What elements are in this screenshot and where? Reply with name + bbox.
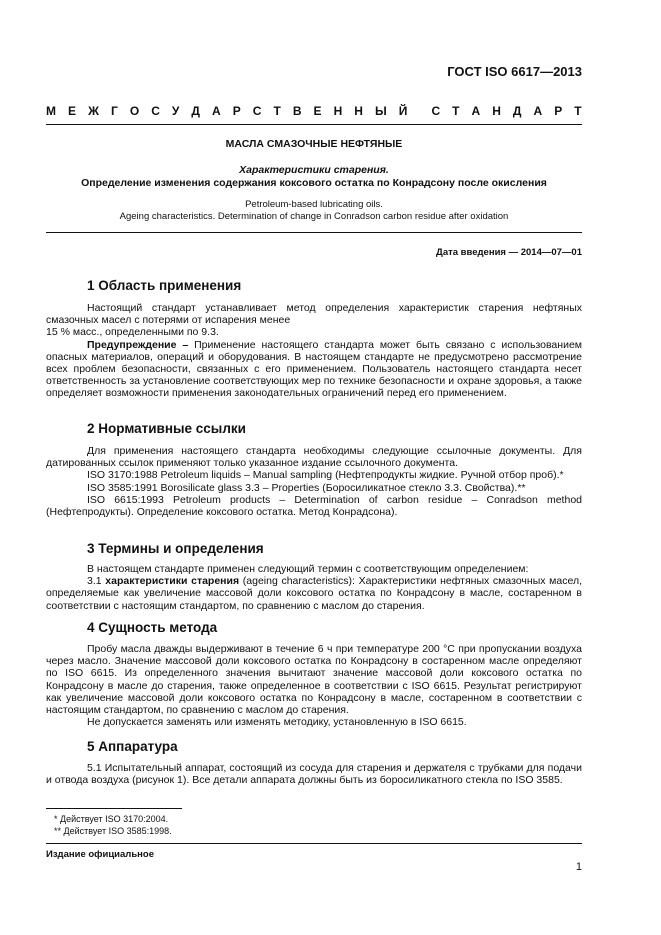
section-4-heading: 4 Сущность метода	[87, 620, 218, 635]
banner-letter: Д	[512, 104, 522, 118]
standard-title: МАСЛА СМАЗОЧНЫЕ НЕФТЯНЫЕ	[225, 138, 403, 150]
footer-rule	[46, 843, 582, 844]
header-rule	[46, 124, 582, 125]
banner-letter: А	[211, 104, 221, 118]
section-2-heading: 2 Нормативные ссылки	[87, 421, 246, 436]
footnote-1: * Действует ISO 3170:2004.	[54, 814, 169, 824]
banner-letter: Ж	[88, 104, 99, 118]
footnote-rule	[46, 808, 182, 809]
standard-subtitle-1: Характеристики старения.	[239, 164, 389, 176]
banner-letter: Й	[398, 104, 408, 118]
section-5-heading: 5 Аппаратура	[87, 739, 178, 754]
banner-letter: Н	[354, 104, 363, 118]
banner-letter: С	[431, 104, 441, 118]
banner-letter: О	[129, 104, 140, 118]
banner-letter: С	[151, 104, 160, 118]
official-edition-label: Издание официальное	[46, 849, 154, 860]
banner-letter: А	[471, 104, 481, 118]
document-number: ГОСТ ISO 6617—2013	[447, 64, 582, 79]
banner-letter: М	[46, 104, 56, 118]
interstate-standard-banner	[46, 104, 582, 118]
banner-letter: Е	[313, 104, 322, 118]
section-1-paragraph: Настоящий стандарт устанавливает метод определения характеристик старения нефтяных смазочных масел с потерями от испарения менее	[46, 302, 582, 327]
section-2-body	[46, 445, 582, 518]
banner-letter: А	[533, 104, 543, 118]
banner-letter: Ы	[374, 104, 387, 118]
banner-letter: С	[252, 104, 262, 118]
banner-letter: Н	[333, 104, 343, 118]
term-name: характеристики старения	[105, 575, 240, 588]
banner-letter: Т	[452, 104, 460, 118]
banner-letter: Г	[110, 104, 118, 118]
section-1-body	[46, 302, 582, 400]
banner-letter: Р	[232, 104, 241, 118]
warning-text: Применение настоящего стандарта может быть связано с использованием опасных материалов, операций и оборудования. В настоящем стандарте не предусмотрено рассмотрение всех проблем безопасности, связанных с его применением. Пользователь настоящего стандарта несет ответственность за установление соответствующих мер по технике безопасности и охране здоровья, а также определяет возможности применения законодательных ограничений перед его применением.	[46, 338, 582, 400]
reference-iso-3585: ISO 3585:1991 Borosilicate glass 3.3 – Properties (Боросиликатное стекло 3.3. Свойства).**	[87, 481, 526, 494]
title-rule	[46, 232, 582, 233]
english-title-1: Petroleum-based lubricating oils.	[245, 199, 383, 210]
footnote-2: ** Действует ISO 3585:1998.	[54, 826, 172, 836]
section-4-paragraph-2: Не допускается заменять или изменять методику, установленную в ISO 6615.	[87, 716, 467, 729]
banner-letter: Т	[574, 104, 582, 118]
reference-iso-6615: ISO 6615:1993 Petroleum products – Determination of carbon residue – Conradson method (Нефтепродукты). Определение коксового остатка. Метод Конрадсона).	[46, 493, 582, 519]
introduction-date: Дата введения — 2014—07—01	[436, 247, 582, 258]
section-5-paragraph: 5.1 Испытательный аппарат, состоящий из сосуда для старения и держателя с трубками для подачи и отвода воздуха (рисунок 1). Все детали аппарата должны быть из боросиликатного стекла по ISO 3585.	[46, 762, 582, 787]
page-number: 1	[575, 861, 582, 873]
reference-iso-3170: ISO 3170:1988 Petroleum liquids – Manual sampling (Нефтепродукты жидкие. Ручной отбор проб).*	[87, 469, 564, 482]
english-title-2: Ageing characteristics. Determination of change in Conradson carbon residue after oxidation	[119, 211, 509, 222]
banner-letter: Е	[68, 104, 77, 118]
section-5-body	[46, 762, 582, 786]
section-3-heading: 3 Термины и определения	[87, 541, 264, 556]
banner-letter: Р	[554, 104, 563, 118]
banner-letter: Н	[492, 104, 501, 118]
section-1-heading: 1 Область применения	[87, 278, 242, 293]
term-definition	[46, 575, 582, 612]
warning-label: Предупреждение –	[87, 338, 189, 351]
banner-letter: Т	[273, 104, 281, 118]
section-1-paragraph-cont: 15 % масс., определенными по 9.3.	[46, 326, 219, 339]
banner-letter: У	[171, 104, 180, 118]
warning-paragraph	[46, 339, 582, 400]
section-2-paragraph: Для применения настоящего стандарта необходимы следующие ссылочные документы. Для датированных ссылок применяют только указанное издание ссылочного документа.	[46, 445, 582, 470]
section-3-paragraph: В настоящем стандарте применен следующий термин с соответствующим определением:	[87, 563, 529, 575]
term-number: 3.1	[87, 575, 106, 588]
banner-letter: Д	[191, 104, 200, 118]
section-4-paragraph: Пробу масла дважды выдерживают в течение 6 ч при температуре 200 °С при пропускании воздуха через масло. Значение массовой доли коксового остатка по Конрадсону в состаренном масле определяют по ISO 6615. Из определенного значения вычитают значение массовой доли коксового остатка по Конрадсону в масле до старения, также определенное в соответствии с ISO 6615. Результат регистрируют как увеличение массовой доли коксового остатка по Конрадсону в масле, состаренном в соответствии с настоящим стандартом, по сравнению с маслом до старения.	[46, 643, 582, 717]
term-text: (ageing characteristics): Характеристики нефтяных смазочных масел, определяемые как увеличение массовой доли коксового остатка по Конрадсону в масле, состаренном в соответствии с настоящим стандартом, по сравнению с маслом до старения.	[46, 575, 582, 612]
section-4-body	[46, 643, 582, 728]
banner-letter: В	[292, 104, 302, 118]
standard-subtitle-2: Определение изменения содержания коксового остатка по Конрадсону после окисления	[81, 177, 547, 189]
section-3-body	[46, 563, 582, 612]
